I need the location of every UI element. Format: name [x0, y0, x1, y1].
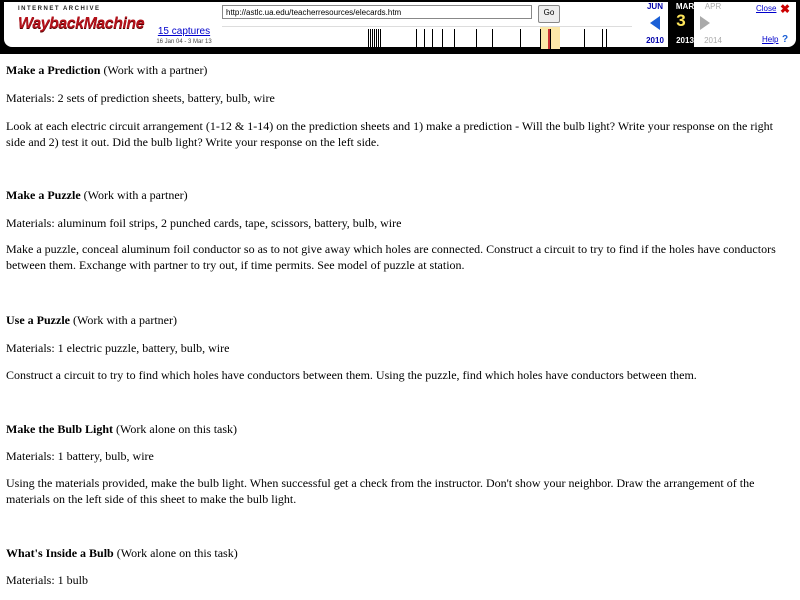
section-materials: Materials: 1 battery, bulb, wire [6, 449, 154, 463]
next-month: APR [704, 2, 722, 11]
capture-range: 16 Jan 04 - 3 Mar 13 [156, 39, 212, 45]
captures-info [132, 26, 236, 45]
section-materials: Materials: aluminum foil strips, 2 punched cards, tape, scissors, battery, bulb, wire [6, 216, 402, 230]
capture-tick [520, 29, 521, 49]
section-materials: Materials: 1 bulb [6, 573, 88, 587]
section-title [6, 545, 792, 561]
capture-sparkline[interactable] [222, 26, 632, 49]
capture-tick [372, 29, 373, 49]
section-description: Using the materials provided, make the bulb light. When successful get a check from the instructor. Don't show your neighbor. Draw the arrangement of the materials on the left side of this sheet to make the bulb light. [6, 476, 755, 506]
capture-tick [584, 29, 585, 49]
section-description: Make a puzzle, conceal aluminum foil conductor so as to not give away which holes are connected. Construct a circuit to try to find if the holes have conductors between them. Exchange with partner to try out, if time permits. See model of puzzle at station. [6, 242, 776, 272]
capture-tick [368, 29, 369, 49]
capture-tick [602, 29, 603, 49]
capture-tick [376, 29, 377, 49]
capture-tick [380, 29, 381, 49]
prev-year-link[interactable]: 2010 [646, 36, 664, 45]
capture-tick [476, 29, 477, 49]
section-title [6, 312, 792, 328]
current-day: 3 [676, 11, 686, 30]
section-heading: Use a Puzzle [6, 313, 70, 327]
section-materials: Materials: 1 electric puzzle, battery, bulb, wire [6, 341, 230, 355]
help-link[interactable]: Help [762, 35, 779, 44]
close-link[interactable]: Close [756, 4, 777, 13]
wayback-logo[interactable] [18, 6, 145, 40]
section-title [6, 187, 792, 203]
section-description: Construct a circuit to try to find which holes have conductors between them. Using the puzzle, find which holes have conductors between them. [6, 368, 697, 382]
captures-link[interactable]: 15 captures [157, 26, 211, 37]
section-note: (Work with a partner) [80, 188, 188, 202]
section-note: (Work alone on this task) [113, 422, 238, 436]
help-icon[interactable]: ? [782, 34, 789, 45]
next-year: 2014 [704, 36, 722, 45]
capture-tick [606, 29, 607, 49]
capture-tick [540, 29, 541, 49]
capture-tick [416, 29, 417, 49]
capture-tick [370, 29, 371, 49]
capture-tick [442, 29, 443, 49]
url-input[interactable] [222, 5, 532, 19]
wayback-toolbar [0, 0, 800, 54]
capture-tick [492, 29, 493, 49]
prev-month-link[interactable]: JUN [646, 2, 663, 11]
wayback-toolbar-panel [4, 2, 796, 47]
section-heading: What's Inside a Bulb [6, 546, 114, 560]
section-title [6, 62, 792, 78]
capture-tick [432, 29, 433, 49]
logo-internet-archive-text: INTERNET ARCHIVE [18, 6, 101, 12]
capture-tick [550, 29, 551, 49]
current-month: MAR [675, 2, 695, 11]
section-note: (Work with a partner) [100, 63, 208, 77]
section-description: Look at each electric circuit arrangement (1-12 & 1-14) on the prediction sheets and 1) make a prediction - Will the bulb light? Write your response on the right side and 2) test it out. Did the bulb light? Write your response on the left side. [6, 119, 774, 149]
next-capture-arrow-icon [700, 16, 710, 30]
current-year: 2013 [676, 36, 694, 45]
section-heading: Make a Prediction [6, 63, 101, 77]
section-heading: Make a Puzzle [6, 188, 81, 202]
section-heading: Make the Bulb Light [6, 422, 114, 436]
logo-wayback-machine-text: WaybackMachine [18, 15, 145, 32]
section-materials: Materials: 2 sets of prediction sheets, battery, bulb, wire [6, 91, 275, 105]
section-title [6, 421, 792, 437]
capture-tick [374, 29, 375, 49]
close-icon[interactable]: ✖ [780, 2, 791, 16]
capture-tick [378, 29, 379, 49]
section-note: (Work alone on this task) [113, 546, 238, 560]
prev-capture-arrow-icon[interactable] [650, 16, 660, 30]
capture-tick [424, 29, 425, 49]
go-button[interactable]: Go [538, 5, 560, 23]
section-make-prediction [6, 62, 792, 78]
section-note: (Work with a partner) [69, 313, 177, 327]
capture-tick [454, 29, 455, 49]
